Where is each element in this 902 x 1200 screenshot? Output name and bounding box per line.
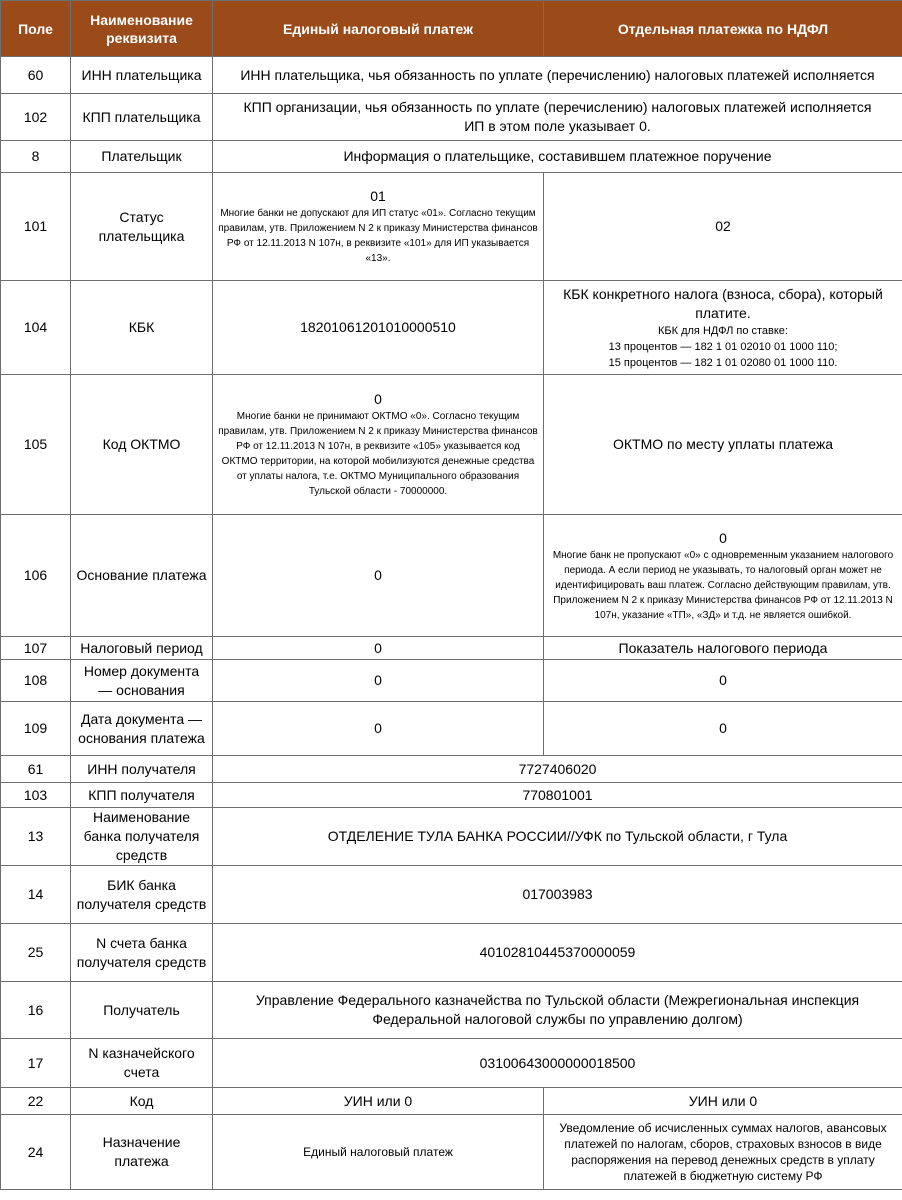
ndfl-sub-line: 15 процентов — 182 1 01 02080 01 1000 110. [608,356,838,369]
ndfl-value: ОКТМО по месту уплаты платежа [544,375,902,515]
header-name: Наименование реквизита [71,1,213,57]
header-field: Поле [1,1,71,57]
ndfl-sub-line: 13 процентов — 182 1 01 02010 01 1000 110; [608,340,838,353]
field-number: 104 [1,281,71,375]
table-row [1,57,902,94]
table-row [1,375,902,515]
ndfl-main-value: 0 [719,529,727,546]
merged-value: ОТДЕЛЕНИЕ ТУЛА БАНКА РОССИИ//УФК по Тульской области, г Тула [213,808,902,866]
requisite-name: Наименование банка получателя средств [71,808,213,866]
requisite-name: БИК банка получателя средств [71,866,213,924]
table-row [1,660,902,702]
table-row [1,783,902,808]
requisite-name: Получатель [71,982,213,1039]
ndfl-value: 0 [544,660,902,702]
single-value: УИН или 0 [213,1088,544,1115]
merged-value: 7727406020 [213,756,902,783]
field-number: 25 [1,924,71,982]
single-payment-cell [213,173,544,281]
ndfl-value: Уведомление об исчисленных суммах налогов, авансовых платежей по налогам, сборов, страховых взносов в виде распоряжения на перевод денежных средств в уплату платежей в бюджетную систему РФ [544,1115,902,1190]
requisite-name: Плательщик [71,141,213,173]
table-row [1,637,902,660]
table-row [1,94,902,141]
table-row [1,1039,902,1088]
requisite-name: Налоговый период [71,637,213,660]
ndfl-main-value: КБК конкретного налога (взноса, сбора), который платите. [563,285,883,321]
requisite-name: ИНН получателя [71,756,213,783]
requisite-name: КБК [71,281,213,375]
merged-value: 40102810445370000059 [213,924,902,982]
requisite-name: КПП плательщика [71,94,213,141]
single-main-value: 0 [374,391,382,407]
field-number: 105 [1,375,71,515]
single-note: Многие банки не принимают ОКТМО «0». Согласно текущим правилам, утв. Приложением N 2 к приказу Министерства финансов РФ от 12.11.2013 N 107н, в реквизите «105» указывается код ОКТМО территории, на которой мобилизуются денежные средства от уплаты налога, т.е. ОКТМО Муниципального образования Тульской области - 70000000. [218,411,538,497]
single-note: Многие банки не допускают для ИП статус «01». Согласно текущим правилам, утв. Приложением N 2 к приказу Министерства финансов РФ от 12.11.2013 N 107н, в реквизите «101» для ИП указывается «13». [218,208,538,264]
requisite-name: ИНН плательщика [71,57,213,94]
single-value: 0 [213,637,544,660]
merged-value-line: ИП в этом поле указывает 0. [464,118,651,134]
merged-value: Информация о плательщике, составившем платежное поручение [213,141,902,173]
header-row [1,1,902,57]
ndfl-value: УИН или 0 [544,1088,902,1115]
single-value: 0 [213,515,544,637]
single-value: 0 [213,660,544,702]
table-row [1,1115,902,1190]
field-number: 109 [1,702,71,756]
field-number: 22 [1,1088,71,1115]
requisite-name: Статус плательщика [71,173,213,281]
field-number: 17 [1,1039,71,1088]
header-ndfl-payment: Отдельная платежка по НДФЛ [544,1,902,57]
field-number: 14 [1,866,71,924]
header-single-payment: Единый налоговый платеж [213,1,544,57]
requisite-name: N счета банка получателя средств [71,924,213,982]
single-main-value: 01 [370,188,386,204]
field-number: 106 [1,515,71,637]
table-row [1,1088,902,1115]
field-number: 61 [1,756,71,783]
table-row [1,924,902,982]
ndfl-note: Многие банк не пропускают «0» с одновременным указанием налогового периода. А если период не указывать, то налоговый орган может не идентифицировать ваш платеж. Согласно действующим правилам, утв. Приложением N 2 к приказу Министерства финансов РФ от 12.11.2013 N 107н, указание «ТП», «ЗД» и т.д. не является ошибкой. [552,549,894,621]
merged-value [213,94,902,141]
field-number: 24 [1,1115,71,1190]
table-row [1,702,902,756]
requisite-name: Код [71,1088,213,1115]
merged-value: ИНН плательщика, чья обязанность по уплате (перечислению) налоговых платежей исполняется [213,57,902,94]
table-row [1,866,902,924]
requisite-name: N казначейского счета [71,1039,213,1088]
merged-value: 770801001 [213,783,902,808]
table-row [1,141,902,173]
ndfl-value: 02 [544,173,902,281]
table-row [1,281,902,375]
merged-value: 03100643000000018500 [213,1039,902,1088]
ndfl-value: 0 [544,702,902,756]
requisite-name: Назначение платежа [71,1115,213,1190]
ndfl-value: Показатель налогового периода [544,637,902,660]
single-value: Единый налоговый платеж [213,1115,544,1190]
ndfl-payment-cell [544,515,902,637]
merged-value: Управление Федерального казначейства по Тульской области (Межрегиональная инспекция Федеральной налоговой службы по управлению долгом) [213,982,902,1039]
requisite-name: Основание платежа [71,515,213,637]
ndfl-payment-cell [544,281,902,375]
single-value: 0 [213,702,544,756]
field-number: 103 [1,783,71,808]
field-number: 101 [1,173,71,281]
ndfl-sub-line: КБК для НДФЛ по ставке: [658,324,788,337]
table-row [1,756,902,783]
merged-value-line: КПП организации, чья обязанность по уплате (перечислению) налоговых платежей исполняется [243,99,872,115]
field-number: 102 [1,94,71,141]
table-row [1,173,902,281]
requisite-name: Код ОКТМО [71,375,213,515]
table-row [1,808,902,866]
field-number: 16 [1,982,71,1039]
requisite-name: Дата документа — основания платежа [71,702,213,756]
field-number: 107 [1,637,71,660]
merged-value: 017003983 [213,866,902,924]
field-number: 8 [1,141,71,173]
requisite-name: Номер документа — основания [71,660,213,702]
requisite-name: КПП получателя [71,783,213,808]
field-number: 60 [1,57,71,94]
single-payment-cell [213,375,544,515]
field-number: 108 [1,660,71,702]
field-number: 13 [1,808,71,866]
single-value: 18201061201010000510 [213,281,544,375]
table-row [1,982,902,1039]
table-row [1,515,902,637]
